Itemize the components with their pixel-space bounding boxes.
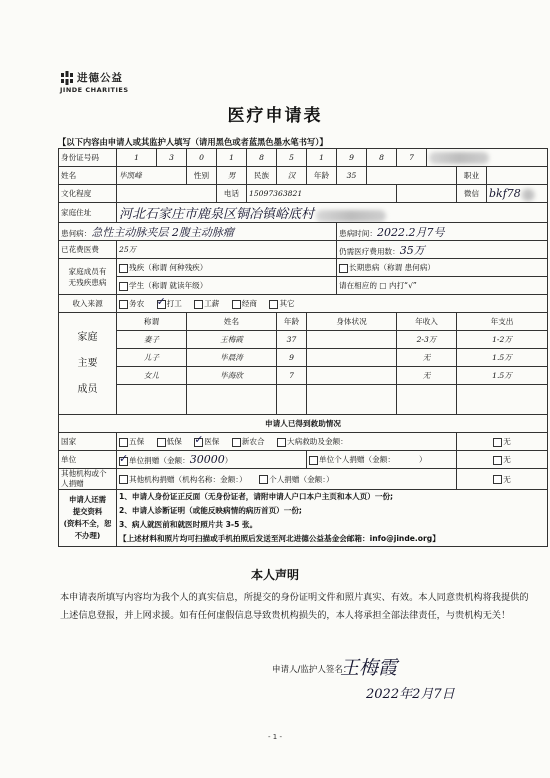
member-income: 无 <box>397 349 457 367</box>
job-value <box>367 167 457 185</box>
age-label: 年龄 <box>307 167 337 185</box>
aid-medical-insurance[interactable]: ✓ 医保 <box>194 436 219 447</box>
col-expense: 年支出 <box>457 313 548 331</box>
id-digit: 7 <box>397 149 427 167</box>
address-cell <box>117 203 548 223</box>
redaction-blur <box>316 210 386 222</box>
admit-value: 2022.2月7号 <box>376 225 445 239</box>
check-note: 请在相应的 □ 内打“√” <box>337 277 548 295</box>
page-number: - 1 - <box>268 733 282 741</box>
country-label: 国家 <box>59 433 117 451</box>
submit-list <box>117 490 548 547</box>
col-relation: 称谓 <box>117 313 187 331</box>
redaction-blur <box>429 152 489 164</box>
phone-label: 电话 <box>217 185 247 203</box>
member-expense: 1-2万 <box>457 331 548 349</box>
id-label: 身份证号码 <box>59 149 117 167</box>
country-options <box>117 433 457 451</box>
spent-label: 已花费医费 <box>59 241 117 259</box>
member-age: 37 <box>277 331 307 349</box>
option-label: 残疾（称谓 何种残疾） <box>129 263 208 272</box>
wechat-cell <box>487 185 548 203</box>
income-label: 收入来源 <box>59 295 117 313</box>
member-health <box>307 367 397 385</box>
family-label: 家庭 主要 成员 <box>59 313 117 415</box>
member-health <box>307 349 397 367</box>
id-row <box>59 149 548 167</box>
disease-row <box>59 223 548 241</box>
aid-personal[interactable]: 个人捐赠（金额：） <box>259 474 334 485</box>
signature-label: 申请人/监护人签名： <box>272 665 352 675</box>
aid-dibao[interactable]: 低保 <box>157 436 182 447</box>
income-salary[interactable]: 工薪 <box>194 298 219 309</box>
ethnic-label: 民族 <box>247 167 277 185</box>
checkbox[interactable] <box>339 264 348 273</box>
family-row <box>59 331 548 349</box>
submit-item: 2、申请人诊断证明（或能反映病情的病历首页）一份; <box>119 506 302 515</box>
id-digit: 3 <box>157 149 187 167</box>
income-farming[interactable]: 务农 <box>119 298 144 309</box>
member-expense: 1.5万 <box>457 367 548 385</box>
id-digit: 9 <box>337 149 367 167</box>
income-row <box>59 295 548 313</box>
signature-date: 2022年2月7日 <box>366 687 455 702</box>
aid-other-row <box>59 469 548 490</box>
need-label: 仍需医疗费用数： <box>339 246 400 256</box>
aid-none-country[interactable]: 无 <box>457 433 548 451</box>
id-digit: 1 <box>117 149 157 167</box>
members-label-a: 家庭成员有 <box>68 266 107 276</box>
job-blank <box>487 167 548 185</box>
submit-row <box>59 490 548 547</box>
brand-header <box>60 70 129 94</box>
cost-row <box>59 241 548 259</box>
opt-student[interactable] <box>117 277 337 295</box>
col-age: 年龄 <box>277 313 307 331</box>
members-row-1 <box>59 259 548 277</box>
wechat-value: bkf78 <box>489 186 521 200</box>
member-income: 2-3万 <box>397 331 457 349</box>
member-income: 无 <box>397 367 457 385</box>
income-business[interactable]: 经商 <box>232 298 257 309</box>
disease-cell <box>59 223 337 241</box>
id-redacted <box>427 149 548 167</box>
checkbox[interactable] <box>119 264 128 273</box>
unit-personal-donation[interactable]: 单位个人捐赠（金额： ） <box>307 451 457 469</box>
aid-title-row <box>59 415 548 433</box>
aid-major-illness[interactable]: 大病救助及金额： <box>277 436 348 447</box>
member-name: 毕海欣 <box>187 367 277 385</box>
form-title: 医疗申请表 <box>227 106 323 126</box>
aid-org[interactable]: 其他机构捐赠（机构名称：金额：） <box>119 474 247 485</box>
disease-value: 急性主动脉夹层 2腹主动脉瘤 <box>91 225 234 239</box>
address-row <box>59 203 548 223</box>
submit-item: 3、病人就医前和就医时照片共 3-5 张。 <box>119 520 258 529</box>
gender-value: 男 <box>217 167 247 185</box>
need-value: 35万 <box>399 243 425 257</box>
member-relation: 妻子 <box>117 331 187 349</box>
opt-chronic[interactable] <box>337 259 548 277</box>
edu-label: 文化程度 <box>59 185 117 203</box>
member-health <box>307 331 397 349</box>
aid-unit-row <box>59 451 548 469</box>
submit-item: 【上述材料和照片均可扫描或手机拍照后发送至河北进德公益基金会邮箱：info@jinde.org】 <box>119 534 440 543</box>
col-health: 身体状况 <box>307 313 397 331</box>
form-instructions: 【以下内容由申请人或其监护人填写（请用黑色或者蓝黑色墨水笔书写）】 <box>58 137 328 147</box>
opt-disabled[interactable] <box>117 259 337 277</box>
basic-row <box>59 167 548 185</box>
other-label: 其他机构或个 人捐赠 <box>59 469 117 490</box>
checkbox[interactable] <box>119 282 128 291</box>
address-value: 河北石家庄市鹿泉区铜冶镇峪底村 <box>119 207 315 222</box>
family-header-row <box>59 313 548 331</box>
members-label <box>59 259 117 295</box>
id-digit: 8 <box>247 149 277 167</box>
income-options <box>117 295 548 313</box>
aid-xinnonghe[interactable]: 新农合 <box>232 436 265 447</box>
contact-row <box>59 185 548 203</box>
age-value: 35 <box>337 167 367 185</box>
ethnic-value: 汉 <box>277 167 307 185</box>
phone-blank <box>397 185 457 203</box>
aid-wubao[interactable]: 五保 <box>119 436 144 447</box>
admit-label: 患病时间： <box>339 228 377 238</box>
col-name: 姓名 <box>187 313 277 331</box>
brand-name-en: JINDE CHARITIES <box>60 86 129 94</box>
id-digit: 8 <box>367 149 397 167</box>
spent-value: 25万 <box>117 241 337 259</box>
unit-label: 单位 <box>59 451 117 469</box>
family-row-empty <box>59 385 548 415</box>
redaction-blur <box>521 189 535 201</box>
aid-none-other[interactable]: 无 <box>457 469 548 490</box>
id-digit: 5 <box>277 149 307 167</box>
member-name: 毕晨涛 <box>187 349 277 367</box>
declaration-title: 本人声明 <box>250 568 299 582</box>
id-digit: 1 <box>217 149 247 167</box>
income-other[interactable]: 其它 <box>269 298 294 309</box>
phone-value: 15097363821 <box>247 185 397 203</box>
option-label: 长期患病（称谓 患何病） <box>349 263 435 272</box>
member-name: 王梅霞 <box>187 331 277 349</box>
gender-label: 性别 <box>187 167 217 185</box>
application-form <box>58 148 548 547</box>
unit-amount: 30000 <box>189 453 225 466</box>
jinde-logo-icon <box>60 71 74 85</box>
declaration-body: 本申请表所填写内容均为我个人的真实信息，所提交的身份证明文件和照片真实、有效。本人同意贵机构将我提供的上述信息登报，并上网求援。如有任何虚假信息导致贵机构损失的，本人将承担全部法律责任，与贵机构无关！ <box>60 592 529 621</box>
name-label: 姓名 <box>59 167 117 185</box>
edu-value <box>117 185 217 203</box>
option-label: 学生（称谓 就读年级） <box>129 281 208 290</box>
address-label: 家庭住址 <box>59 203 117 223</box>
disease-label: 患何病： <box>61 228 92 238</box>
family-row <box>59 349 548 367</box>
submit-label: 申请人还需 提交资料 (资料不全，恕 不办理) <box>59 490 117 547</box>
brand-name-cn: 进德公益 <box>77 72 123 84</box>
wechat-label: 微信 <box>457 185 487 203</box>
member-relation: 女儿 <box>117 367 187 385</box>
other-options <box>117 469 457 490</box>
job-label: 职业 <box>457 167 487 185</box>
applicant-name: 毕凯峰 <box>117 167 187 185</box>
members-label-b: 无残疾患病 <box>68 277 107 287</box>
col-income: 年收入 <box>397 313 457 331</box>
member-relation: 儿子 <box>117 349 187 367</box>
member-expense: 1.5万 <box>457 349 548 367</box>
unit-donation[interactable]: ✓ 单位捐赠（金额：30000） <box>117 451 307 469</box>
members-row-2 <box>59 277 548 295</box>
submit-item: 1、申请人身份证正反面（无身份证者，请附申请人户口本户主页和本人页）一份; <box>119 492 394 501</box>
aid-none-unit[interactable]: 无 <box>457 451 548 469</box>
id-digit: 0 <box>187 149 217 167</box>
need-cell <box>337 241 548 259</box>
member-age: 9 <box>277 349 307 367</box>
signature-name: 王梅霞 <box>340 657 398 679</box>
admit-cell <box>337 223 548 241</box>
aid-title: 申请人已得到救助情况 <box>59 415 548 433</box>
family-row <box>59 367 548 385</box>
income-work[interactable]: ✓ 打工 <box>157 298 182 309</box>
member-age: 7 <box>277 367 307 385</box>
aid-country-row <box>59 433 548 451</box>
id-digit: 1 <box>307 149 337 167</box>
